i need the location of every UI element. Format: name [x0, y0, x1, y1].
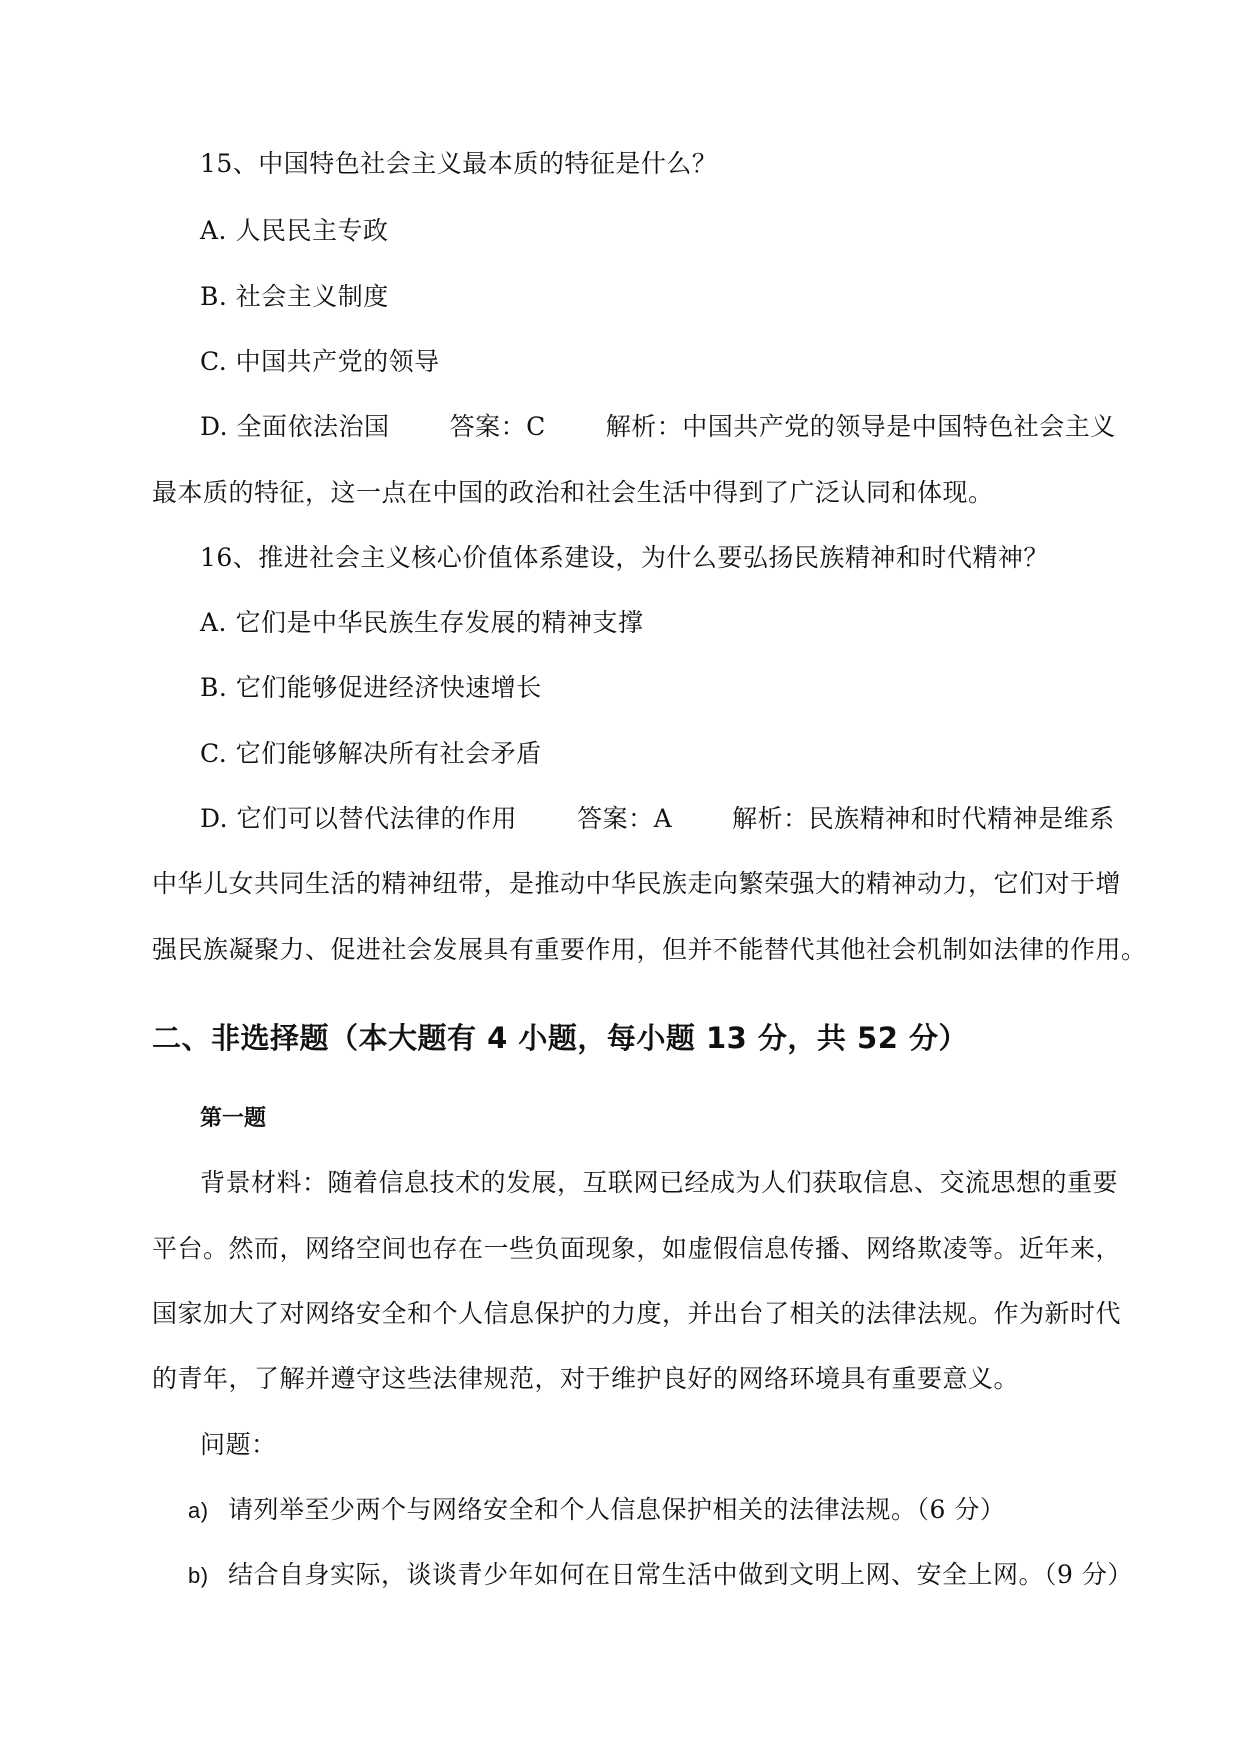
material-line-3: 国家加大了对网络安全和个人信息保护的力度，并出台了相关的法律法规。作为新时代	[152, 1299, 1122, 1328]
question-label: 问题：	[200, 1430, 277, 1459]
material-line-2: 平台。然而，网络空间也存在一些负面现象，如虚假信息传播、网络欺凌等。近年来，	[152, 1234, 1122, 1263]
sub-question-a	[188, 1493, 1005, 1528]
q16-analysis-continued-1: 中华儿女共同生活的精神纽带，是推动中华民族走向繁荣强大的精神动力，它们对于增	[152, 869, 1122, 898]
sub-question-b-text: 结合自身实际，谈谈青少年如何在日常生活中做到文明上网、安全上网。（9 分）	[228, 1560, 1133, 1589]
q16-analysis-continued-2: 强民族凝聚力、促进社会发展具有重要作用，但并不能替代其他社会机制如法律的作用。	[152, 935, 1147, 964]
material-line-4: 的青年，了解并遵守这些法律规范，对于维护良好的网络环境具有重要意义。	[152, 1364, 1020, 1393]
q15-analysis: 解析：中国共产党的领导是中国特色社会主义	[605, 412, 1116, 441]
section-heading: 二、非选择题（本大题有 4 小题，每小题 13 分，共 52 分）	[152, 1021, 968, 1055]
sub-question-b	[188, 1558, 1133, 1593]
q16-option-d-line	[200, 802, 1115, 836]
q15-option-a: A. 人民民主专政	[200, 216, 389, 245]
q15-analysis-continued: 最本质的特征，这一点在中国的政治和社会生活中得到了广泛认同和体现。	[152, 478, 994, 507]
q15-option-c: C. 中国共产党的领导	[200, 347, 440, 376]
sub-question-b-marker: b)	[188, 1563, 209, 1588]
q16-option-a: A. 它们是中华民族生存发展的精神支撑	[200, 608, 644, 637]
q15-option-d-line	[200, 410, 1116, 444]
q15-option-b: B. 社会主义制度	[200, 282, 389, 311]
q16-analysis: 解析：民族精神和时代精神是维系	[732, 804, 1115, 833]
q16-option-c: C. 它们能够解决所有社会矛盾	[200, 739, 542, 768]
q16-option-b: B. 它们能够促进经济快速增长	[200, 673, 542, 702]
q16-option-d: D. 它们可以替代法律的作用	[200, 804, 518, 833]
q16-answer: 答案：A	[577, 804, 673, 833]
question-1-title: 第一题	[200, 1106, 267, 1131]
q15-option-d: D. 全面依法治国	[200, 412, 390, 441]
q15-question: 15、中国特色社会主义最本质的特征是什么？	[200, 149, 718, 178]
q16-question: 16、推进社会主义核心价值体系建设，为什么要弘扬民族精神和时代精神？	[200, 543, 1049, 572]
sub-question-a-text: 请列举至少两个与网络安全和个人信息保护相关的法律法规。（6 分）	[228, 1495, 1006, 1524]
sub-question-a-marker: a)	[188, 1498, 209, 1523]
q15-answer: 答案：C	[449, 412, 546, 441]
material-line-1: 背景材料：随着信息技术的发展，互联网已经成为人们获取信息、交流思想的重要	[200, 1168, 1119, 1197]
